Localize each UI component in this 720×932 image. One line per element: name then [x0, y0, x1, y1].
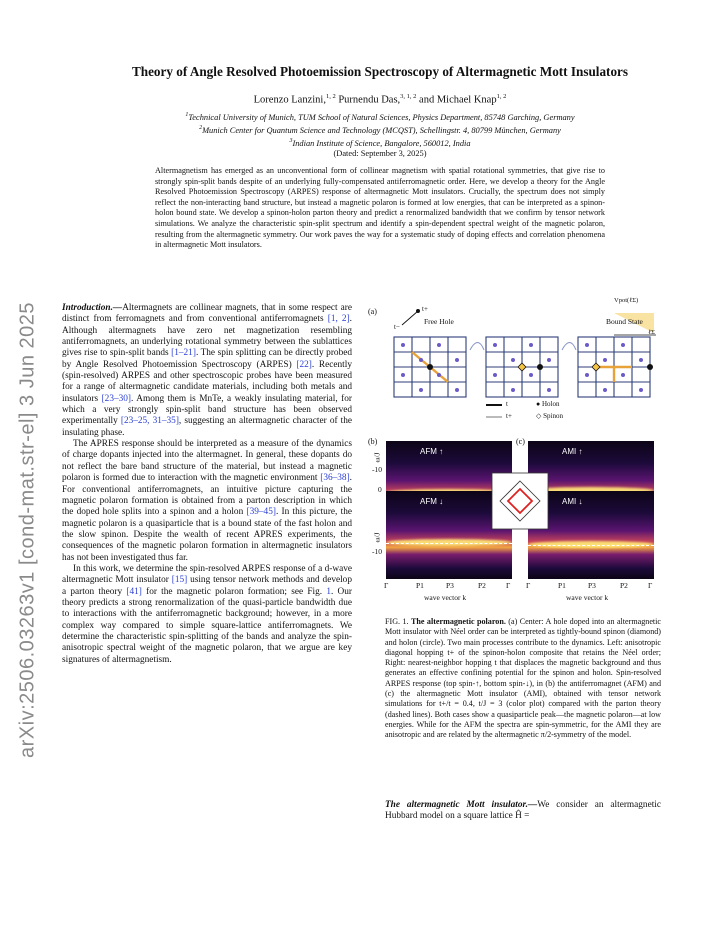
arxiv-stamp	[8, 250, 48, 810]
x-axis-label-c: wave vector k	[566, 593, 609, 602]
date-line: (Dated: September 3, 2025)	[333, 149, 427, 159]
panel-label-b: (b)	[368, 437, 378, 446]
heatmap-afm-down: AFM ↓	[386, 491, 512, 579]
y-tick: 0	[378, 485, 382, 494]
citation-link[interactable]: [23–30]	[101, 393, 132, 404]
panel-label-c: (c)	[516, 437, 525, 446]
brillouin-zone-inset	[490, 471, 550, 531]
y-axis-label-top: ω/J	[372, 452, 382, 463]
heatmap-afm-up: AFM ↑	[386, 441, 512, 529]
heatmap-ami-up: AMI ↑	[528, 441, 654, 529]
citation-link[interactable]: [22]	[296, 359, 312, 370]
arxiv-id: arXiv:2506.03263v1 [cond-mat.str-el] 3 Jun 2025	[16, 302, 39, 758]
heatmap-ami-down: AMI ↓	[528, 491, 654, 579]
x-tick: P3	[446, 581, 454, 590]
t-plus-label: t+	[422, 305, 428, 313]
x-tick: Γ	[526, 581, 531, 590]
citation-link[interactable]: [1, 2]	[327, 314, 350, 325]
citation-link[interactable]: [23–25, 31–35]	[120, 416, 179, 427]
panel-label-a: (a)	[368, 307, 377, 316]
legend-holon: ● Holon	[536, 400, 560, 408]
x-tick: P2	[478, 581, 486, 590]
abstract: Altermagnetism has emerged as an unconventional form of collinear magnetism with spatial rotational symmetries, that give rise to strongly spin-split bands despite of an underlying fully-compensated antiferromagnetic order. Here, we develop a theory for the Angle Resolved Photoemission Spectroscopy (ARPES) response of altermagnetic Mott insulators. Crucially, the spectrum does not simply reflect the non-interacting band structure, but instead a magnetic polaron is formed at low energies, that can be interpreted as a spinon-holon bound state. We develop a spinon-holon parton theory and predict a renormalized bandwidth that we confirm by tensor network simulations. We analyze the characteristic spin-split spectrum and identify a spin-dependent spectral weight of the magnetic polaron, resulting from the altermagnetic symmetry. Our work paves the way for a systematic study of doping effects and correlation phenomena in altermagnetic Mott insulators.	[155, 166, 605, 250]
t-minus-label: t−	[394, 323, 400, 331]
affiliation-3: Indian Institute of Science, Bangalore, 560012, India	[292, 138, 471, 148]
left-column	[62, 303, 352, 666]
x-tick: Γ	[506, 581, 511, 590]
affiliations: $^1$Technical University of Munich, TUM School of Natural Sciences, Physics Department, 85748 Garching, Germany $^2$Munich Center for Quantum Science and Technology (MCQST), Schellingstr. 4, 80799 München, Germany $^3$Indian Institute of Science, Bangalore, 560012, India (Dated: September 3, 2025)	[60, 110, 700, 159]
x-tick: P1	[416, 581, 424, 590]
free-hole-label: Free Hole	[424, 317, 454, 326]
citation-link[interactable]: [36–38]	[320, 473, 350, 484]
author-line: Lorenzo Lanzini,$^{1, 2}$ Purnendu Das,$^{3, 1, 2}$ and Michael Knap$^{1, 2}$	[253, 93, 507, 106]
citation-link[interactable]: [41]	[126, 586, 142, 597]
x-axis-label-b: wave vector k	[424, 593, 467, 602]
figure-caption: FIG. 1. The altermagnetic polaron. (a) Center: A hole doped into an altermagnetic Mott insulator with Néel order can be interpreted as tightly-bound spinon (diamond) and holon (circle). Two main processes contribute to the dynamics. Left: anisotropic diagonal hopping t+ of the spinon-holon composite that retains the Néel order; Right: nearest-neighbor hopping t that displaces the magnetic background and thus generates an effective confining potential for the spinon and holon. Spin-resolved ARPES response (top spin-↑, bottom spin-↓), in (b) the antiferromagnet (AFM) and (c) the altermagnetic Mott insulator (AMI), obtained with tensor network simulations for t+/t = 0.4, t/J = 3 (color plot) compared with the parton theory (dashed lines). Both cases show a quasiparticle peak—the magnetic polaron—at low energies. While for the AFM the spectra are spin-symmetric, for the AMI they are anisotropic and are related by the altermagnetic π/2-symmetry of the model.	[385, 617, 662, 740]
paragraph-3: In this work, we determine the spin-resolved ARPES response of a d-wave altermagnetic Mott insulator [15] using tensor network methods and develop a parton theory [41] for the magnetic polaron formation; see Fig. 1. Our theory predicts a strong renormalization of the quasi-particle bandwidth due to interactions with the antiferromagnetic background; however, in a more complex way compared to simple square-lattice antiferromagnets. We determine the characteristic spin-splitting of the bands and analyze the spin-anisotropic spectral weight of the magnetic polaron, that we argue are key signatures of altermagnetism.	[62, 563, 352, 665]
legend-t: t	[506, 400, 508, 408]
legend-spinon: ◇ Spinon	[536, 412, 563, 420]
x-tick: Γ	[648, 581, 653, 590]
right-column	[385, 800, 661, 823]
y-axis-label-bottom: ω/J	[372, 532, 382, 543]
l-sigma-label: ℓΣ	[648, 329, 655, 336]
x-tick: Γ	[384, 581, 389, 590]
citation-link[interactable]: [1–21]	[171, 348, 196, 359]
affiliation-1: Technical University of Munich, TUM School of Natural Sciences, Physics Department, 85748 Garching, Germany	[188, 112, 575, 122]
citation-link[interactable]: [39–45]	[246, 507, 276, 518]
y-tick: -10	[372, 547, 382, 556]
paragraph-model: The altermagnetic Mott insulator.—We consider an altermagnetic Hubbard model on a square lattice Ĥ =	[385, 800, 661, 822]
x-tick: P3	[588, 581, 596, 590]
potential-label: Vpot(ℓΣ)	[614, 297, 639, 304]
paragraph-2: The APRES response should be interpreted as a measure of the dynamics of charge dopants injected into the altermagnet. In general, these dopants do not reflect the bare band structure of the material, but instead a magnetic polaron is formed due to interaction with the magnetic environment [36–38]. For conventional antiferromagnets, an intuitive picture capturing the magnetic polaron formation is obtained from a parton description in which the doped hole splits into a spinon and a holon [39–45]. In this picture, the magnetic polaron is a quasiparticle that is a bound state of the fast holon and the slow spinon. Despite the wealth of recent APRES experiments, the consequences of the magnetic polaron formation in altermagnetic insulators has not been investigated thus far.	[62, 439, 352, 563]
legend-t-plus: t+	[506, 412, 512, 420]
x-tick: P2	[620, 581, 628, 590]
paragraph-introduction: Introduction.—Altermagnets are collinear magnets, that in some respect are distinct from ferromagnets and from conventional antiferromagnets [1, 2]. Although altermagnets have zero net magnetization resembling antiferromagnets, an underlying rotational symmetry between the sublattices gives rise to spin-split bands [1–21]. The spin splitting can be directly probed by Angle Resolved Photoemission Spectroscopy (ARPES) [22]. Recently (spin-resolved) ARPES and other spectroscopic probes have been measured for a range of altermagnetic candidate materials, including both metals and insulators [23–30]. Among them is MnTe, a weakly insulating material, for which a very strongly spin-split band structure has been observed experimentally [23–25, 31–35], suggesting an altermagnetic character of the insulating phase.	[62, 303, 352, 438]
bound-state-label: Bound State	[606, 317, 643, 326]
figure-1	[366, 297, 666, 605]
citation-link[interactable]: [15]	[171, 575, 188, 586]
x-tick: P1	[558, 581, 566, 590]
paper-title: Theory of Angle Resolved Photoemission Spectroscopy of Altermagnetic Mott Insulators	[131, 64, 629, 79]
affiliation-2: Munich Center for Quantum Science and Technology (MCQST), Schellingstr. 4, 80799 München, Germany	[202, 125, 561, 135]
figure-link[interactable]: 1	[326, 586, 331, 597]
y-tick: -10	[372, 465, 382, 474]
